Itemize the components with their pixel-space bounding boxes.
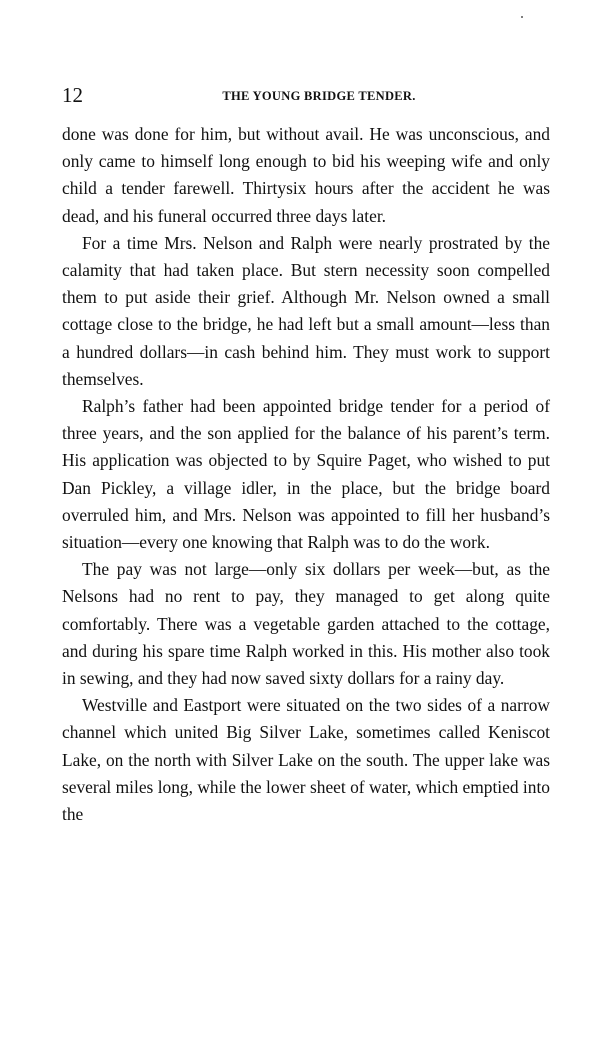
page-speck <box>521 16 523 18</box>
paragraph: Westville and Eastport were situated on the two sides of a narrow channel which united Big Silver Lake, sometimes called Keniscot Lake, on the north with Silver Lake on the south. The upper lake was several miles long, while the lower sheet of water, which emptied into the <box>62 695 550 825</box>
body-text <box>62 121 550 828</box>
paragraph: Ralph’s father had been appointed bridge tender for a period of three years, and the son applied for the balance of his parent’s term. His application was objected to by Squire Paget, who wished to put Dan Pickley, a village idler, in the place, but the bridge board overruled him, and Mrs. Nelson was appointed to fill her husband’s situation—every one knowing that Ralph was to do the work. <box>62 396 550 553</box>
page-number: 12 <box>62 83 83 107</box>
running-title: THE YOUNG BRIDGE TENDER. <box>222 89 416 103</box>
page-header <box>62 82 550 110</box>
paragraph-continued: done was done for him, but without avail. He was unconscious, and only came to himself long enough to bid his weeping wife and only child a tender farewell. Thirtysix hours after the accident he was dead, and his funeral occurred three days later. <box>62 124 550 226</box>
paragraph: For a time Mrs. Nelson and Ralph were nearly prostrated by the calamity that had taken place. But stern necessity soon compelled them to put aside their grief. Although Mr. Nelson owned a small cottage close to the bridge, he had left but a small amount—less than a hundred dollars—in cash behind him. They must work to support themselves. <box>62 232 550 389</box>
paragraph: The pay was not large—only six dollars per week—but, as the Nelsons had no rent to pay, they managed to get along quite comfortably. There was a vegetable garden attached to the cottage, and during his spare time Ralph worked in this. His mother also took in sewing, and they had now saved sixty dollars for a rainy day. <box>62 559 550 689</box>
